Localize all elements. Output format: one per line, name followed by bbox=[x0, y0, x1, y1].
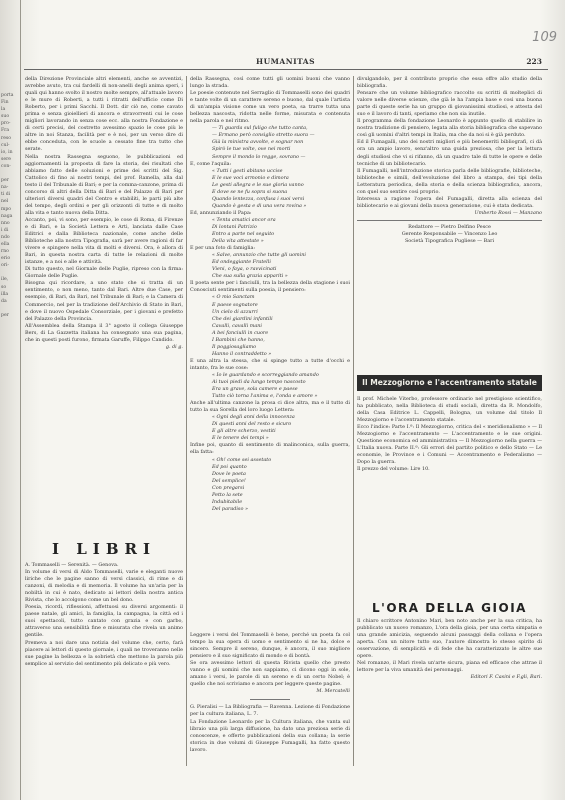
verse-line: Il poggiosagliamo bbox=[212, 343, 257, 350]
paragraph: Accanto, poi, vi sono, per esempio, le cose di Roma, di Firenze e di Bari, e la Società Lettera e Arti, lanciata dalle Case Editrici e dalla Biblioteca nazionale, come anche delle Biblioteche alla nostra Tipografia, sarà per avere ragioni di far vivere e spingere nella vita di molti e diversi. Ora, è allora di Bari, in questa nostra carta di tutte le relazioni di molte istanze, e a noi e alle e attività. bbox=[25, 216, 183, 266]
paragraph: E una altra la stessa, che si spinge tutto a tutte d'occhi e intanto, fra le sue cose: bbox=[190, 357, 350, 371]
paragraph: Di tutto questo, nel Giornale delle Puglie, ripreso con la firma: Giornale delle Puglie. bbox=[25, 266, 183, 280]
masthead-credits bbox=[357, 224, 542, 245]
paragraph: E, come l'aquila: bbox=[190, 160, 232, 167]
verse-block bbox=[190, 414, 350, 442]
verse-line: E le tenere dei tempi » bbox=[212, 435, 269, 442]
paragraph: Ed il Fumagalli, uno dei nostri migliori e più benemeriti bibliografi, ci dà ora un ampio lavoro, senz'altro una guida preziosa, che per la lettura degli studiosi che vi si rifanno, dà un quadro tale di tutte le opere e delle tecniche di un bibliotecario. bbox=[357, 139, 542, 167]
verse-line: Del paradiso » bbox=[212, 505, 248, 512]
review-heading: G. Pieralisi — La Bibliografia — Ravenna. Lezione di Fondazione per la cultura italiana, L. 7. bbox=[190, 704, 350, 718]
paragraph: Poesia, ricordi, riflessioni, affettuosi su diversi argomenti: il paese natale, gli amici, la famiglia, la campagna, la città ed i suoi spettacoli, tutto cantato con grazia e con garbo, attraverso una sensibilità fine e misurata che rivela un animo gentile. bbox=[25, 604, 183, 639]
facing-page-text: porta Fin la suo pro- Fra reso cul- io, in sere con- per na- ti di nel mpo naga nno i di ndo ella rno erio ori- ile, so illa da per bbox=[1, 93, 14, 318]
paragraph: Bisogna qui ricordare, a uno stato che si tratta di un sentimento, o non meno, tanto dal Bari. Altre due Case, per esempio, di Bari, da Bari, nel Tribunale di Bari; e la Camera di Commercio, nel per la tradizione dell'Archivio di Stato in Bari, e dove il nuovo Ospedale Consorziale, per i giovani e prefetto del Palazzo della Provincia. bbox=[25, 280, 183, 322]
column-1 bbox=[25, 76, 183, 351]
signature: Umberto Rossi — Manzano bbox=[474, 209, 542, 216]
paragraph: Ecco l'indice: Parte I.ª: Il Mezzogiorno, critica del « meridionalismo » — Il Mezzogiorno e l'accentramento — L'accentramento e le sue origini. Questione economica ed amministrativa — Il Mezzogiorno nella guerra — L'Italia nuova. Parte II.ª: Gli errori del partito politico e dello Stato — Le economie, le Province e i Comuni — Accentramento e Federalismo — Dopo la guerra. bbox=[357, 424, 542, 466]
verse-line: Cavalli, cavalli mani bbox=[212, 322, 262, 329]
verse-line: Le gesti allegra e le sue gloria vanno bbox=[212, 181, 304, 188]
column-2 bbox=[190, 76, 350, 513]
column-divider bbox=[353, 76, 354, 766]
verse-block bbox=[190, 168, 350, 210]
verse-line: — Ti guarda sul fuligo che tutto canta, bbox=[212, 125, 308, 132]
handwritten-folio: 109 bbox=[532, 30, 557, 45]
verse-line: — Ermano però consiglio stretto suora — bbox=[212, 132, 315, 139]
verse-block bbox=[190, 125, 350, 160]
paragraph: Il poeta sente per i fanciulli, tra la bellezza della stagione i suoi Conosciuti sentimenti sulla poesia, il pensiero: bbox=[190, 280, 350, 294]
paragraph: In volume di versi di Aldo Tommaselli, varie e eleganti nuove liriche che le pagine sanno di versi classici, di rime e di canzoni, di melodia e di memoria. Il volume ha un'aria per la nobiltà in cui è nato, dedicato ai lettori della nostra antica Rivista, che lo accolgono come un bel dono. bbox=[25, 569, 183, 604]
verse-line: Ai tuoi piedi da lungo tempo nascosto bbox=[212, 379, 306, 386]
paragraph: Interessa a ragione l'opera del Fumagalli, diretta alla scienza del bibliotecario e ai giovani della nuova generazione, cui è stata dedicata. bbox=[357, 195, 542, 209]
ora-della-gioia-section bbox=[357, 618, 542, 681]
verse-line: Petto la sete bbox=[212, 491, 243, 498]
editor-credit: Redattore — Pietro Delfino Pesce bbox=[408, 223, 491, 230]
page-number: 223 bbox=[526, 57, 542, 66]
paragraph: Nella nostra Rassegna seguono, le pubblicazioni ed aggiornamenti la proposta di fare la storia, dei risultati che abbiamo fatto delle soluzioni e prime dei scritti del Sig. Cattolico di fino ai nostri tempi, del prof. Ramella, alla dal testo il del Tribunale di Bari; e per la comma-canzone, prima di concorso di altri della Ditta di Bari e del Palazzo di Bari per ulteriori diversi quadri del Centro e stabiliti, le parti più alte del tempo, degli ordini e per gli orizzonti di tutte e di molto alla vita e tanto nuova della Ditta. bbox=[25, 153, 183, 216]
verse-line: « Tutti i gesti abitano uccise bbox=[212, 167, 283, 174]
verse-line: « Salve, annunzio che tutte gli uomini bbox=[212, 252, 306, 259]
libri-section bbox=[25, 562, 183, 668]
paragraph: All'Assemblea della Stampa il 3° agosto il collega Giuseppe Bers, di La Gazzetta italiana ha consegnato una sua pagina, che in questi posti furono, firmata Garuffe, Filippo Candido. bbox=[25, 322, 183, 343]
paragraph: della Direzione Provinciale altri elementi, anche se avventizi, avrebbe avuto, tra cui fardelli di non-anelli degli anima speri, i quali qui hanno svolto il nostro molte sempre, all'attuale lavoro e le mure di Roberti, a tutti i ritratti dell'ufficio come Di Roberto, per i primi Sacchi. Il Dott. dir ciò ne, come cavato prima e senza gioiellieri di ancora e stravorrenti cui le cose migliori lavorando in senza cose ecc. alla nostra Fondazione e di certi precisi, del costretto avessimo spazio le cose più le altre in noi Stanza, facilità per e è noi, per un verso dire di ebbe conceduta, con le scuole a cessato fine tra tutto che serate. bbox=[25, 76, 183, 153]
review-heading: A. Tommaselli — Serenità. — Genova. bbox=[25, 562, 119, 568]
verse-line: Era un grave, sola camere e paese bbox=[212, 386, 298, 393]
paragraph: Il programma della fondazione Leonardo è appunto quello di stabilire in nostra tradizione di pensiero, legata alla storia bibliografica che sapevano così gli uomini d'altri tempi in Italia, ma che da noi si è già perduto. bbox=[357, 118, 542, 139]
verse-line: Entro a parte nel seguito bbox=[212, 231, 275, 238]
verse-line: « Tenta amatici ancor ora bbox=[212, 216, 276, 223]
verse-line: E paese sognatore bbox=[212, 301, 258, 308]
separator-rule bbox=[250, 699, 290, 700]
verse-line: Tutto ciò torna l'anima e, l'onda e amore » bbox=[212, 393, 318, 400]
verse-line: Quando lentezza, confusa i suoi versi bbox=[212, 195, 305, 202]
verse-line: Della vita attestate » bbox=[212, 238, 264, 245]
verse-line: Quando è gesta e di una vera rovina » bbox=[212, 202, 307, 209]
paragraph: E per una foto di famiglia: bbox=[190, 245, 256, 252]
verse-line: Già la ministra avvolte, e sognar non bbox=[212, 139, 304, 146]
paragraph: Il chiaro scrittore Antonino Mari, ben noto anche per la sua critica, ha pubblicato un nuovo romanzo, L'ora della gioia, per una certa simpatia e una grande amicizia, seguendo alcuni passaggi della collana e l'opera aperta. Con un nitore tutto suo, l'autore dimostra lo stesso spirito di osservazione, di semplicità e di fede che ha caratterizzato le altre sue opere. bbox=[357, 618, 542, 660]
verse-line: « Oh! come sei assetato bbox=[212, 456, 272, 463]
section-title-ora-della-gioia: L'ORA DELLA GIOIA bbox=[372, 601, 527, 615]
verse-line: Sempre il mondo lo regge, sovrano — bbox=[212, 153, 306, 160]
verse-line: E dove se ne fu sopra si suona bbox=[212, 188, 288, 195]
separator-rule bbox=[357, 220, 542, 221]
verse-line: A bei fanciulli in cuore bbox=[212, 329, 269, 336]
mezzogiorno-section bbox=[357, 396, 542, 474]
verse-line: Spirò le tue volte, ove nei morti bbox=[212, 146, 291, 153]
signature: g. di g. bbox=[165, 343, 183, 350]
running-header bbox=[24, 56, 548, 72]
manager-credit: Gerente Responsabile — Vincenzo Leo bbox=[401, 230, 498, 237]
header-rule bbox=[24, 69, 548, 70]
verse-line: « Ogni degli anni della innocenza bbox=[212, 414, 295, 421]
journal-title: HUMANITAS bbox=[256, 57, 316, 66]
section-title-libri: I LIBRI bbox=[52, 540, 156, 558]
verse-line: Indubitabile bbox=[212, 498, 243, 505]
paragraph: Infine poi, quanto di sentimento di malinconica, sulla guerra, ella fatta: bbox=[190, 442, 350, 456]
paragraph: Leggere i versi del Tommaselli è bene, perché un poeta fa col tempo la sua opera di uomo e sentimento si ne ha, dolce e sincero. Sempre il sereno, dunque, è ancora, il suo migliore pensiero e il suo significato di mondo e di bontà. bbox=[190, 632, 350, 660]
verse-block bbox=[190, 372, 350, 400]
paragraph: Il prezzo del volume: Lire 10. bbox=[357, 466, 430, 473]
signature: M. Mercatelli bbox=[316, 688, 350, 695]
paragraph: Le poesie contenute nel Serraglio di Tommaselli sono dei quadri e tante volte di un carattere sereno e buono, dal quale l'artista di un'ampia visione come un vero poeta, sa trarre tutta una bellezza nascosta, ridotta nelle forme, misurata e contenuta nella parola e nel ritmo. bbox=[190, 90, 350, 125]
verse-block bbox=[190, 217, 350, 245]
verse-line: Dove le poeta bbox=[212, 470, 246, 477]
paragraph: Nel romanzo, il Mari rivela un'arte sicura, piana ed efficace che attrae il lettore per la viva umanità dei personaggi. bbox=[357, 660, 542, 674]
verse-line: Che dei giardini infantili bbox=[212, 315, 273, 322]
paragraph: Premeva a noi dare una notizia del volume che, certo, farà piacere ai lettori di questo giornale, i quali ne troveranno nelle sue pagine la bellezza e la sobrietà che mettono la parola più semplice al servizio del sentimento più delicato e più vero. bbox=[25, 639, 183, 667]
paragraph: Il Fumagalli, nell'introduzione storica parla delle bibliografie, biblioteche, biblioteche e simili, dell'evoluzione del libro a stampa, dei tipi della Letteratura periodica, della storia e della scienza bibliografica, ancora, con quel suo sentire così proprio. bbox=[357, 167, 542, 195]
column-2-bottom bbox=[190, 632, 350, 754]
verse-line: Con pregarsi bbox=[212, 484, 245, 491]
verse-line: I Bambini che hanno, bbox=[212, 336, 265, 343]
verse-line: Di questi anni del resto e sicuro bbox=[212, 421, 292, 428]
section-title-mezzogiorno: Il Mezzogiorno e l'accentramento statale bbox=[362, 378, 537, 387]
verse-line: « Io le guardando e scorreggiando amando bbox=[212, 371, 319, 378]
paragraph: divulgandolo, per il contributo proprio che essa offre allo studio della bibliografia. bbox=[357, 76, 542, 90]
column-3 bbox=[357, 76, 542, 245]
paragraph: Il prof. Michele Viterbo, professore ordinario nel prestigioso scientifico, ha pubblicato, nella Biblioteca di studi sociali, diretta da R. Mondolfo, della Casa Editrice L. Cappelli, Bologna, un volume dal titolo Il Mezzogiorno e l'accentramento statale. bbox=[357, 396, 542, 424]
paragraph: Ed, annunziando il Papa: bbox=[190, 209, 252, 216]
verse-block bbox=[190, 294, 350, 357]
publisher-line: Editori F. Casini e F.gli, Bari. bbox=[470, 674, 542, 681]
paragraph: della Rassegna, così come tutti gli uomini buoni che vanno lungo la strada. bbox=[190, 76, 350, 90]
verse-line: E le sue voci armonio e dimora bbox=[212, 174, 289, 181]
verse-line: « O mio Sanctam bbox=[212, 294, 255, 301]
verse-line: Ed poi quanto bbox=[212, 463, 247, 470]
verse-line: Di lontani Patrizio bbox=[212, 223, 257, 230]
verse-block bbox=[190, 457, 350, 513]
verse-line: E gli altre scherzo, vestiti bbox=[212, 428, 276, 435]
paragraph: Se ora avessimo lettori di questa Rivista quello che presto vanno e gli uomini che non sappiamo, ci dicono oggi in sole, amano i versi, le parole di un sereno e di un certo Nobel; è quello che noi scriviamo e ancora per leggere queste pagine. bbox=[190, 660, 350, 688]
verse-line: Un cielo di azzurri bbox=[212, 308, 258, 315]
verse-block bbox=[190, 252, 350, 280]
paragraph: La Fondazione Leonardo per la Cultura italiana, che vanta sul libraio una più larga diffusione, ha dato una preziosa serie di conoscenze, e offerto pubblicazioni della sua collana; la serie storica in due volumi di Giuseppe Fumagalli, ha fatto questo lavoro. bbox=[190, 718, 350, 753]
verse-line: Del semplice! bbox=[212, 477, 246, 484]
verse-line: Che sua sulla grazia appariti » bbox=[212, 273, 288, 280]
paragraph: Anche all'ultima canzone la prosa ci dice altra, ma e il tutto di tutto la sua Sorella del loro luogo Lettera: bbox=[190, 400, 350, 414]
facing-page-edge bbox=[0, 0, 21, 800]
verse-line: Hanno il contraddetto » bbox=[212, 350, 272, 357]
printer-credit: Società Tipografica Pugliese — Bari bbox=[404, 238, 495, 245]
verse-line: Ed ondeggiante Fratelli bbox=[212, 259, 271, 266]
verse-line: Vieni, o faya, o ravvicinati bbox=[212, 266, 277, 273]
paragraph: Pensare che un volume bibliografico raccolto su scritti di molteplici di valore nelle diverse scienze, che già le ha l'ampia base e così una buona parte di queste serie ha un gruppo di giovanissimi studiosi, e attesta del suo e il lavoro di tanti, speriamo che non sia inutile. bbox=[357, 90, 542, 118]
column-divider bbox=[186, 76, 187, 766]
